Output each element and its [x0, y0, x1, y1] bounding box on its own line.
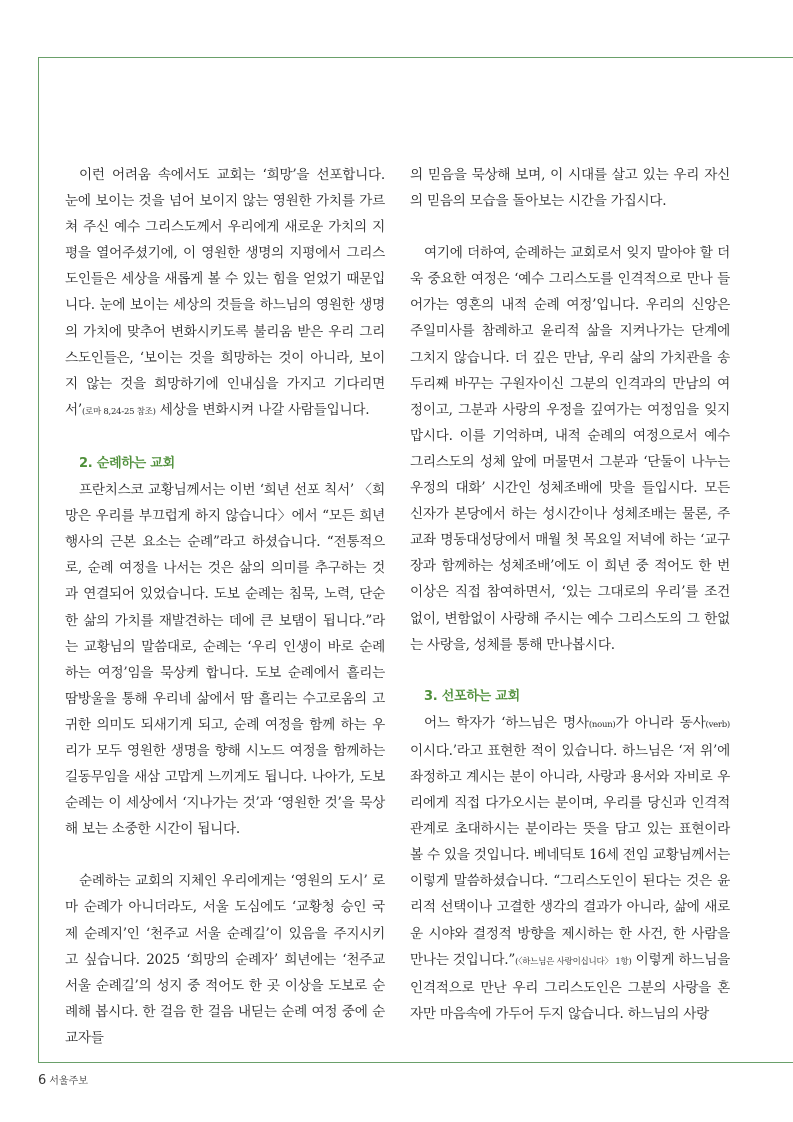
scripture-reference: (로마 8,24-25 참조) [81, 406, 156, 417]
paragraph-continuation: 의 믿음을 묵상해 보며, 이 시대를 살고 있는 우리 자신의 믿음의 모습을 돌아보는 시간을 가집시다. [410, 167, 730, 210]
paragraph-seoul-pilgrimage: 순례하는 교회의 지체인 우리에게는 ‘영원의 도시’ 로마 순례가 아니더라도, 서울 도심에도 ‘교황청 승인 국제 순례지’인 ‘천주교 서울 순례길’이 있음을 주지시키고 싶습니다. 2025 ‘희망의 순례자’ 희년에는 ‘천주교 서울 순례길’의 성지 중 적어도 한 곳 이상을 도보로 순례해 봅시다. 한 걸음 한 걸음 내딛는 순례 여정 중에 순교자들 [65, 873, 385, 1046]
left-column [65, 162, 385, 1051]
page-number: 6 [38, 1073, 47, 1088]
encyclical-reference: (〈하느님은 사랑이십니다〉 1항) [515, 956, 632, 967]
paragraph-hope: 이런 어려움 속에서도 교회는 ‘희망’을 선포합니다. 눈에 보이는 것을 넘어 보이지 않는 영원한 가치를 가르쳐 주신 예수 그리스도께서 우리에게 새로운 가치의 지평을 열어주셨기에, 이 영원한 생명의 지평에서 그리스도인들은 세상을 새롭게 볼 수 있는 힘을 얻었기 때문입니다. 눈에 보이는 세상의 것들을 하느님의 영원한 생명의 가치에 맞추어 변화시키도록 불리움 받은 우리 그리스도인들은, ‘보이는 것을 희망하는 것이 아니라, 보이지 않는 것을 희망하기에 인내심을 가지고 기다리면서’(로마 8,24-25 참조) 세상을 변화시켜 나갈 사람들입니다. [65, 167, 385, 418]
paragraph-proclaim: 어느 학자가 ‘하느님은 명사(noun)가 아니라 동사(verb)이시다.’라고 표현한 적이 있습니다. 하느님은 ‘저 위’에 좌정하고 계시는 분이 아니라, 사랑과 용서와 자비로 우리에게 직접 다가오시는 분이며, 우리를 당신과 인격적 관계로 초대하시는 분이라는 뜻을 담고 있는 표현이라 볼 수 있을 것입니다. 베네딕토 16세 전임 교황님께서는 이렇게 말씀하셨습니다. “그리스도인이 된다는 것은 윤리적 선택이나 고결한 생각의 결과가 아니라, 삶에 새로운 시야와 결정적 방향을 제시하는 한 사건, 한 사람을 만나는 것입니다.”(〈하느님은 사랑이십니다〉 1항) 이렇게 하느님을 인격적으로 만난 우리 그리스도인은 그분의 사랑을 혼자만 마음속에 가두어 두지 않습니다. 하느님의 사랑 [410, 714, 730, 1022]
paragraph-inner-pilgrimage: 여기에 더하여, 순례하는 교회로서 잊지 말아야 할 더욱 중요한 여정은 ‘예수 그리스도를 인격적으로 만나 들어가는 영혼의 내적 순례 여정’입니다. 우리의 신앙은 주일미사를 참례하고 윤리적 삶을 지켜나가는 단계에 그치지 않습니다. 더 깊은 만남, 우리 삶의 가치관을 송두리째 바꾸는 구원자이신 그분의 인격과의 만남의 여정이고, 그분과 사랑의 우정을 깊여가는 여정임을 잊지 맙시다. 이를 기억하며, 내적 순례의 여정으로서 예수 그리스도의 성체 앞에 머물면서 그분과 ‘단둘이 나누는 우정의 대화’ 시간인 성체조배에 맛을 들입시다. 모든 신자가 본당에서 하는 성시간이나 성체조배는 물론, 주교좌 명동대성당에서 매월 첫 목요일 저녁에 하는 ‘교구장과 함께하는 성체조배’에도 이 희년 중 적어도 한 번 이상은 직접 참여하면서, ‘있는 그대로의 우리’를 조건 없이, 변함없이 사랑해 주시는 예수 그리스도의 그 한없는 사랑을, 성체를 통해 만나봅시다. [410, 245, 730, 653]
publication-name: 서울주보 [49, 1076, 88, 1087]
verb-annotation: (verb) [705, 719, 730, 730]
noun-annotation: (noun) [588, 719, 616, 730]
page-footer [38, 1072, 88, 1088]
right-column [410, 162, 730, 1027]
paragraph-pilgrimage: 프란치스코 교황님께서는 이번 ‘희년 선포 칙서’ 〈희망은 우리를 부끄럽게 하지 않습니다〉에서 “모든 희년 행사의 근본 요소는 순례”라고 하셨습니다. “전통적으로, 순례 여정을 나서는 것은 삶의 의미를 추구하는 것과 연결되어 있었습니다. 도보 순례는 침묵, 노력, 단순한 삶의 가치를 재발견하는 데에 큰 보탬이 됩니다.”라는 교황님의 말씀대로, 순례는 ‘우리 인생이 바로 순례하는 여정’임을 묵상케 합니다. 도보 순례에서 흘리는 땀방울을 통해 우리네 삶에서 땀 흘리는 수고로움의 고귀한 의미도 되새기게 되고, 순례 여정을 함께 하는 우리가 모두 영원한 생명을 향해 시노드 여정을 함께하는 길동무임을 새삼 고맙게 느끼게도 됩니다. 나아가, 도보 순례는 이 세상에서 ‘지나가는 것’과 ‘영원한 것’을 묵상해 보는 소중한 시간이 됩니다. [65, 482, 385, 838]
section-heading-pilgrim-church: 2. 순례하는 교회 [79, 455, 175, 471]
section-heading-proclaiming-church: 3. 선포하는 교회 [424, 688, 520, 704]
